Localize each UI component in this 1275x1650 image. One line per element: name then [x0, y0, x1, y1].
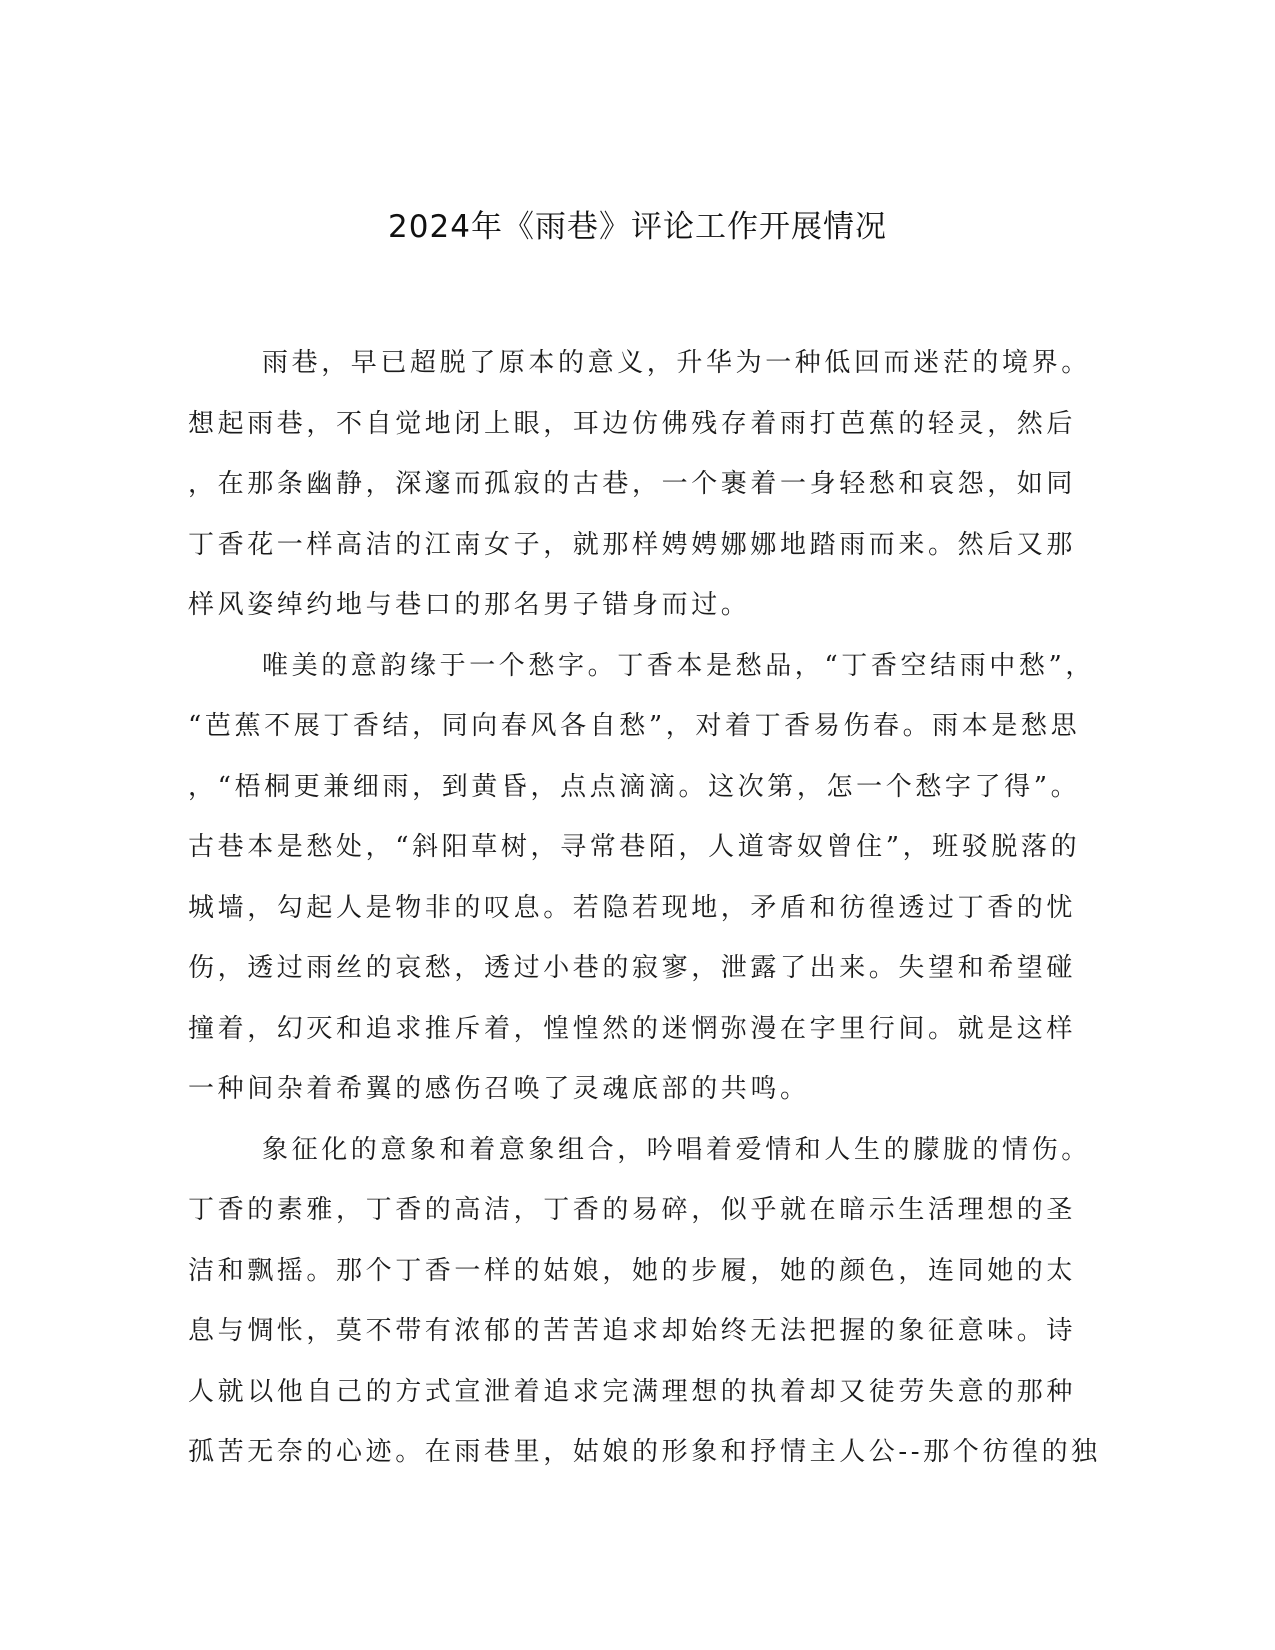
text-line: 伤，透过雨丝的哀愁，透过小巷的寂寥，泄露了出来。失望和希望碰 [188, 953, 1077, 983]
text-line: “芭蕉不展丁香结，同向春风各自愁”，对着丁香易伤春。雨本是愁思 [188, 711, 1081, 741]
text-line: 丁香的素雅，丁香的高洁，丁香的易碎，似乎就在暗示生活理想的圣 [188, 1195, 1077, 1225]
text-line: 丁香花一样高洁的江南女子，就那样娉娉娜娜地踏雨而来。然后又那 [188, 529, 1077, 560]
text-line: 息与惆怅，莫不带有浓郁的苦苦追求却始终无法把握的象征意味。诗 [188, 1316, 1077, 1346]
text-line: 孤苦无奈的心迹。在雨巷里，姑娘的形象和抒情主人公--那个彷徨的独 [188, 1437, 1101, 1467]
body-text [188, 333, 1101, 1483]
text-line: ，在那条幽静，深邃而孤寂的古巷，一个裹着一身轻愁和哀怨，如同 [188, 469, 1077, 499]
text-line: ，“梧桐更兼细雨，到黄昏，点点滴滴。这次第，怎一个愁字了得”。 [188, 771, 1081, 802]
text-line: 雨巷，早已超脱了原本的意义，升华为一种低回而迷茫的境界。 [262, 348, 1091, 378]
text-line: 想起雨巷，不自觉地闭上眼，耳边仿佛残存着雨打芭蕉的轻灵，然后 [188, 408, 1077, 439]
page-title: 2024年《雨巷》评论工作开展情况 [388, 209, 887, 245]
text-line: 撞着，幻灭和追求推斥着，惶惶然的迷惘弥漫在字里行间。就是这样 [188, 1013, 1077, 1044]
text-line: 古巷本是愁处，“斜阳草树，寻常巷陌，人道寄奴曾住”，班驳脱落的 [188, 832, 1081, 862]
text-line: 样风姿绰约地与巷口的那名男子错身而过。 [188, 590, 751, 620]
text-line: 一种间杂着希翼的感伤召唤了灵魂底部的共鸣。 [188, 1074, 810, 1104]
text-line: 洁和飘摇。那个丁香一样的姑娘，她的步履，她的颜色，连同她的太 [188, 1255, 1077, 1286]
text-line: 象征化的意象和着意象组合，吟唱着爱情和人生的朦胧的情伤。 [262, 1134, 1091, 1165]
text-line: 唯美的意韵缘于一个愁字。丁香本是愁品，“丁香空结雨中愁”， [262, 650, 1095, 681]
text-line: 人就以他自己的方式宣泄着追求完满理想的执着却又徒劳失意的那种 [188, 1376, 1077, 1407]
text-line: 城墙，勾起人是物非的叹息。若隐若现地，矛盾和彷徨透过丁香的忧 [188, 892, 1077, 923]
